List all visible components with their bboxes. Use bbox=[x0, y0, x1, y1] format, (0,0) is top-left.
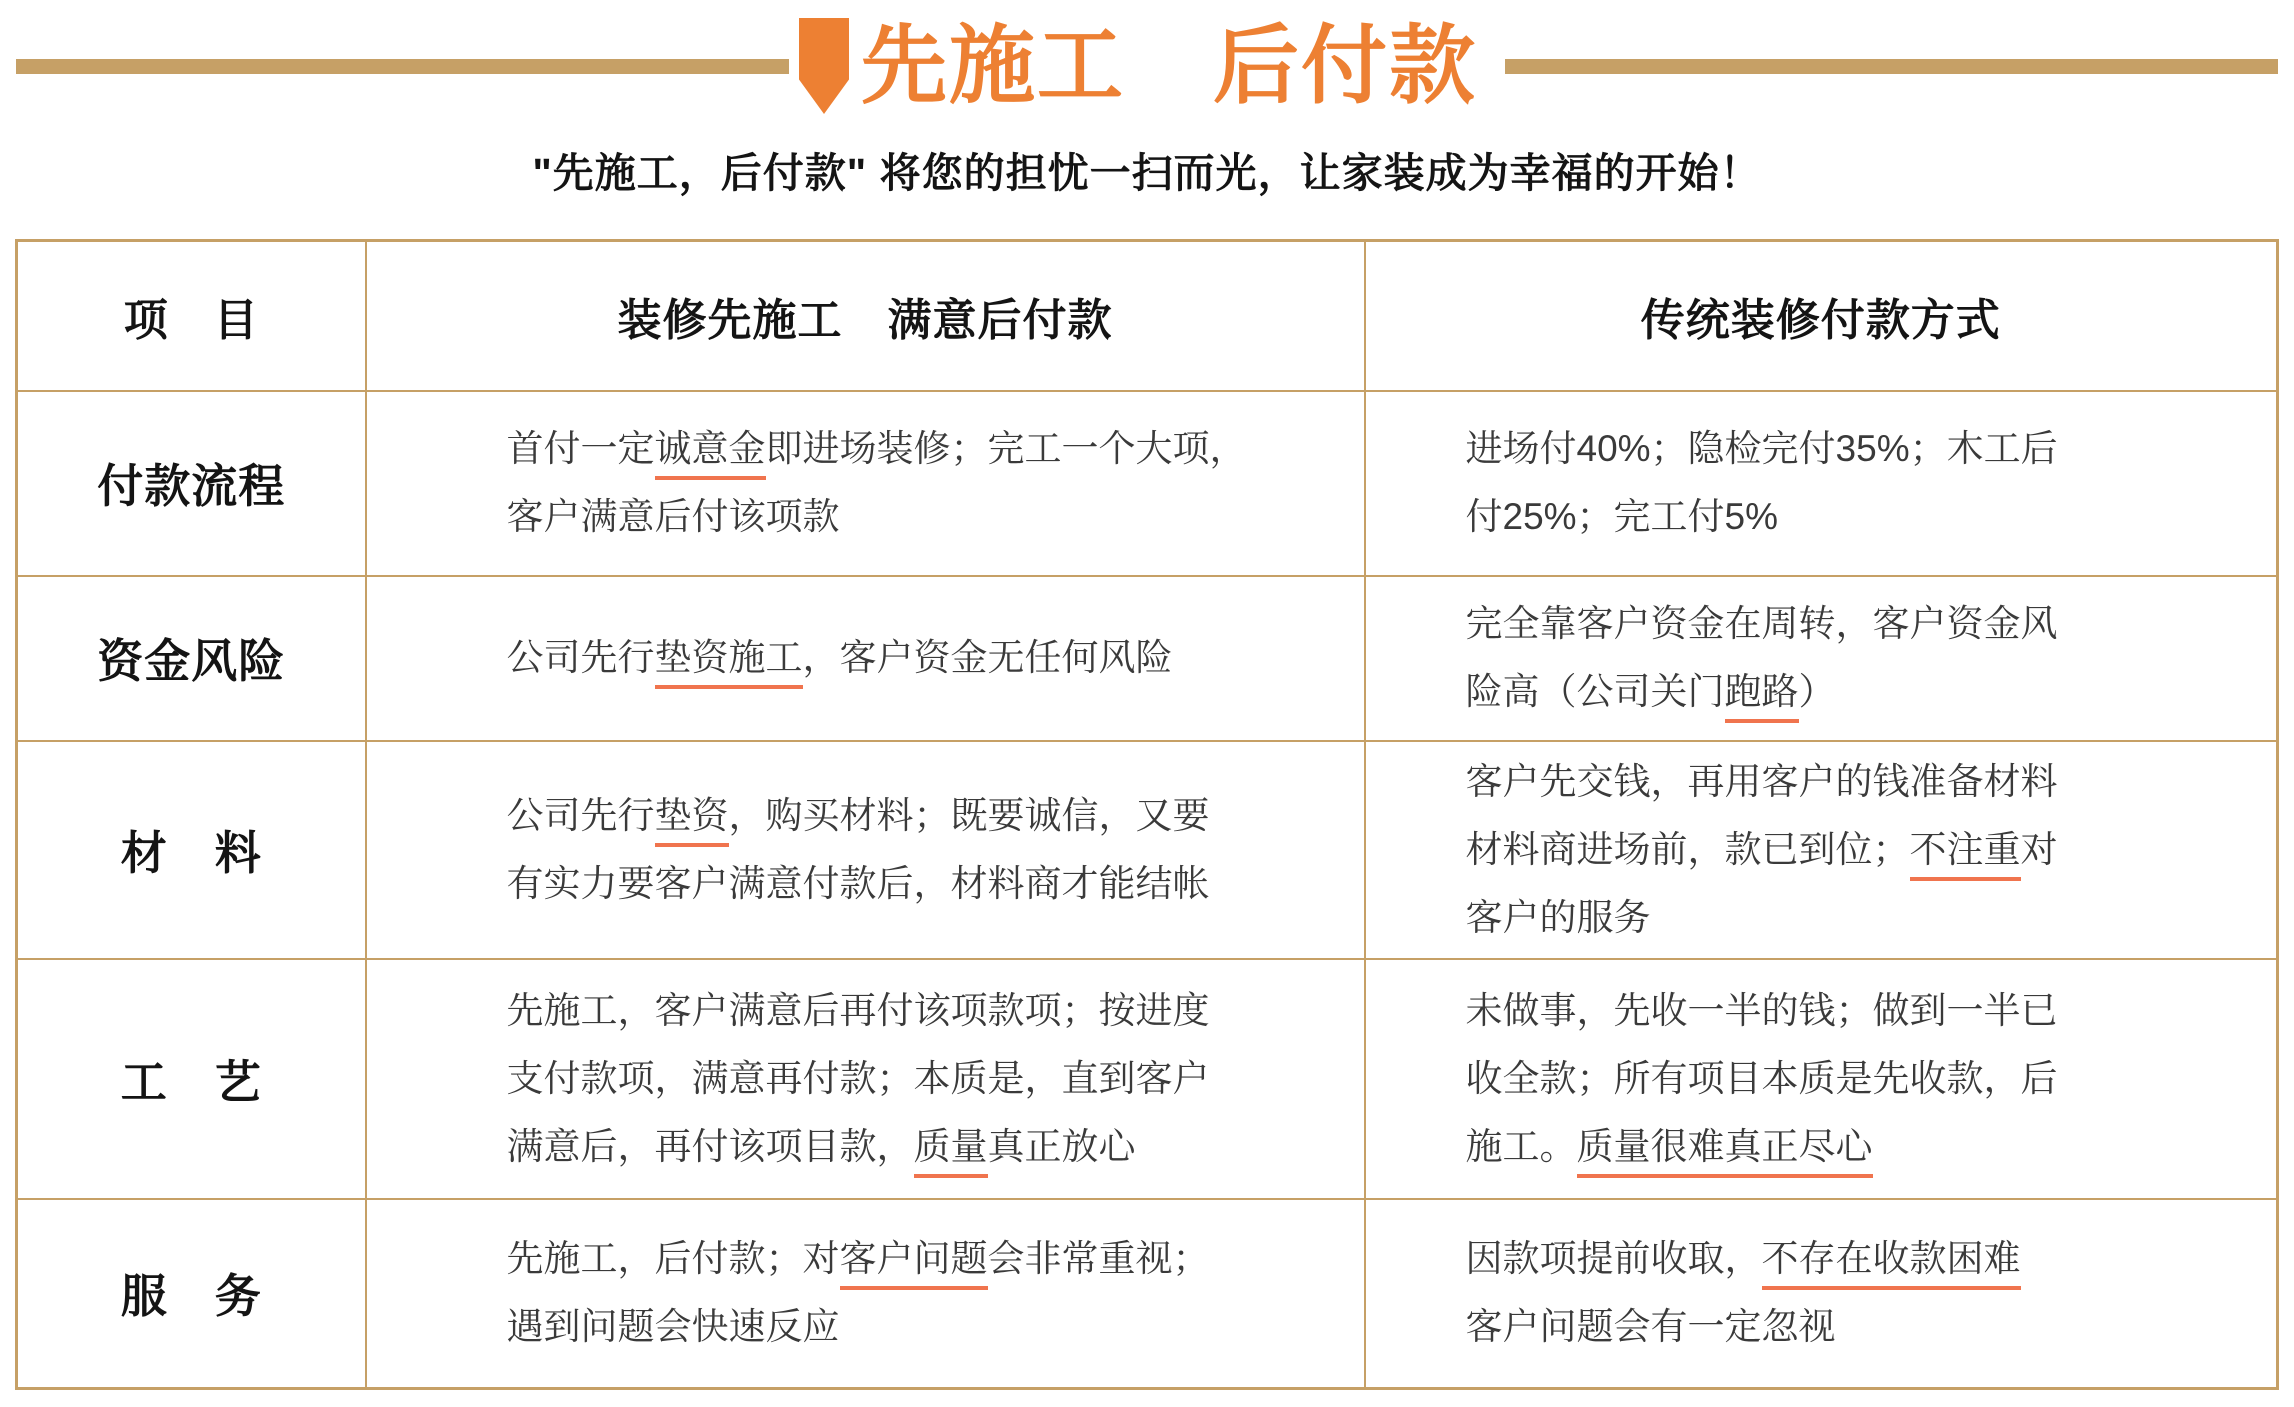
underlined-text: 垫资 bbox=[655, 795, 729, 847]
ours-cell bbox=[366, 1199, 1365, 1389]
text-segment: 客户先交钱，再用客户的钱准备材料 bbox=[1465, 760, 2058, 802]
page-title: 先施工 后付款 bbox=[861, 18, 1477, 114]
underlined-text: 质量很难真正尽心 bbox=[1577, 1126, 1873, 1178]
text-segment: 遇到问题会快速反应 bbox=[506, 1306, 840, 1348]
text-segment: 险高（公司关门 bbox=[1465, 671, 1725, 712]
col-header-traditional: 传统装修付款方式 bbox=[1365, 241, 2278, 391]
traditional-cell bbox=[1365, 741, 2278, 959]
text-segment: 未做事，先收一半的钱；做到一半已 bbox=[1465, 989, 2058, 1031]
text-segment: 材料商进场前，款已到位； bbox=[1465, 828, 1910, 870]
text-segment: 先施工，后付款；对 bbox=[506, 1238, 840, 1280]
underlined-text: 不存在收款困难 bbox=[1762, 1238, 2021, 1290]
header-rule-left bbox=[16, 59, 789, 74]
text-segment: ） bbox=[1798, 671, 1836, 712]
row-label: 服 务 bbox=[17, 1199, 366, 1389]
text-segment: 会非常重视； bbox=[987, 1238, 1210, 1280]
table-header-row bbox=[17, 241, 2278, 391]
text-segment: 客户的服务 bbox=[1465, 896, 1651, 938]
text-segment: ，购买材料；既要诚信，又要 bbox=[728, 794, 1210, 836]
pennant-icon bbox=[799, 18, 849, 114]
ours-cell bbox=[366, 391, 1365, 576]
text-segment: 公司先行 bbox=[506, 794, 655, 836]
header bbox=[0, 10, 2294, 122]
header-rule-right bbox=[1505, 59, 2278, 74]
text-segment: 对 bbox=[2020, 828, 2058, 870]
row-label: 工 艺 bbox=[17, 959, 366, 1199]
text-segment: 公司先行 bbox=[506, 637, 655, 678]
underlined-text: 跑路 bbox=[1725, 671, 1799, 723]
text-segment: 完全靠客户资金在周转，客户资金风 bbox=[1465, 603, 2058, 644]
table-row bbox=[17, 959, 2278, 1199]
ours-cell bbox=[366, 576, 1365, 741]
ours-cell bbox=[366, 741, 1365, 959]
text-segment: 支付款项，满意再付款；本质是，直到客户 bbox=[506, 1057, 1210, 1099]
text-segment: 真正放心 bbox=[987, 1125, 1136, 1167]
col-header-item: 项 目 bbox=[17, 241, 366, 391]
text-segment: 付25%；完工付5% bbox=[1465, 496, 1779, 537]
table-row bbox=[17, 576, 2278, 741]
ours-cell bbox=[366, 959, 1365, 1199]
row-label: 资金风险 bbox=[17, 576, 366, 741]
underlined-text: 垫资施工 bbox=[655, 637, 803, 689]
text-segment: 收全款；所有项目本质是先收款，后 bbox=[1465, 1057, 2058, 1099]
underlined-text: 质量 bbox=[914, 1126, 988, 1178]
traditional-cell bbox=[1365, 576, 2278, 741]
text-segment: 进场付40%；隐检完付35%；木工后 bbox=[1465, 428, 2058, 469]
underlined-text: 客户问题 bbox=[840, 1238, 988, 1290]
traditional-cell bbox=[1365, 959, 2278, 1199]
underlined-text: 不注重 bbox=[1910, 829, 2021, 881]
table-row bbox=[17, 391, 2278, 576]
table-row bbox=[17, 741, 2278, 959]
row-label: 付款流程 bbox=[17, 391, 366, 576]
subtitle: "先施工，后付款" 将您的担忧一扫而光，让家装成为幸福的开始！ bbox=[532, 150, 1762, 196]
underlined-text: 诚意金 bbox=[655, 428, 766, 480]
traditional-cell bbox=[1365, 391, 2278, 576]
text-segment: 先施工，客户满意后再付该项款项；按进度 bbox=[506, 989, 1210, 1031]
text-segment: 即进场装修；完工一个大项， bbox=[765, 428, 1247, 469]
text-segment: 客户问题会有一定忽视 bbox=[1465, 1306, 1836, 1348]
text-segment: ，客户资金无任何风险 bbox=[802, 637, 1173, 678]
text-segment: 首付一定 bbox=[506, 428, 655, 469]
text-segment: 施工。 bbox=[1465, 1125, 1577, 1167]
col-header-ours: 装修先施工 满意后付款 bbox=[366, 241, 1365, 391]
text-segment: 因款项提前收取， bbox=[1465, 1238, 1762, 1280]
text-segment: 客户满意后付该项款 bbox=[506, 496, 840, 537]
traditional-cell bbox=[1365, 1199, 2278, 1389]
text-segment: 有实力要客户满意付款后，材料商才能结帐 bbox=[506, 862, 1210, 904]
comparison-table bbox=[15, 239, 2279, 1390]
row-label: 材 料 bbox=[17, 741, 366, 959]
table-row bbox=[17, 1199, 2278, 1389]
text-segment: 满意后，再付该项目款， bbox=[506, 1125, 914, 1167]
